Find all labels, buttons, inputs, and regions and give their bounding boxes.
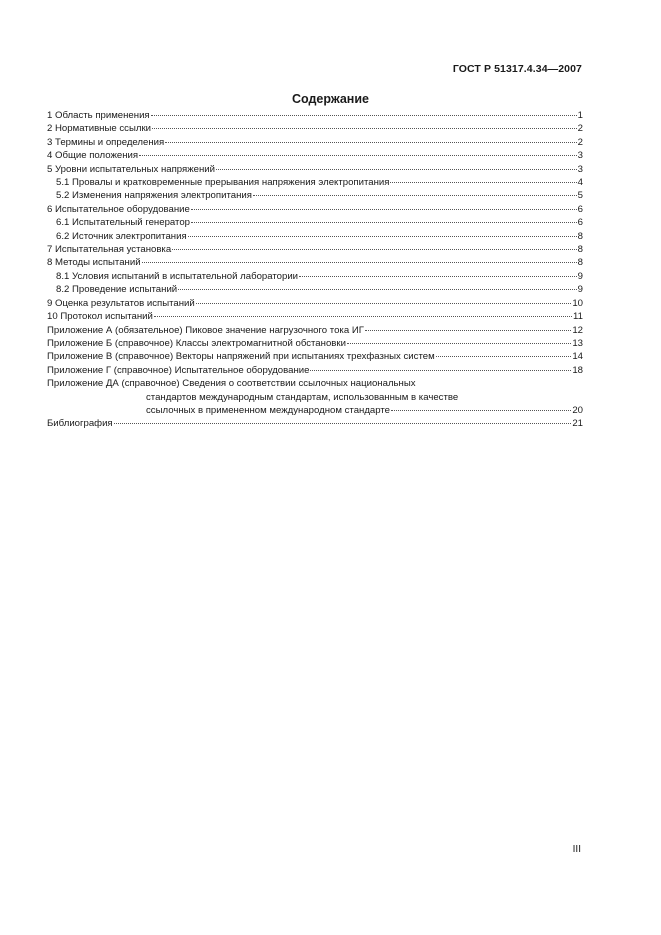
dot-leader [142, 262, 577, 263]
toc-entry-last-line [47, 404, 583, 417]
toc-entry-page: 8 [577, 257, 583, 269]
dot-leader [191, 209, 577, 210]
toc-entry[interactable] [47, 149, 583, 162]
toc-entry-label: Приложение Б (справочное) Классы электромагнитной обстановки [47, 337, 346, 349]
dot-leader [152, 128, 577, 129]
toc-entry-label: 9 Оценка результатов испытаний [47, 297, 195, 309]
dot-leader [196, 303, 572, 304]
toc-subentry[interactable] [47, 176, 583, 189]
toc-entry[interactable] [47, 364, 583, 377]
toc-subentry[interactable] [47, 283, 583, 296]
toc-entry-label-line: стандартов международным стандартам, использованным в качестве [146, 391, 459, 403]
toc-entry-page: 3 [577, 163, 583, 175]
dot-leader [154, 316, 572, 317]
toc-entry-page: 5 [577, 190, 583, 202]
toc-entry-page: 9 [577, 270, 583, 282]
dot-leader [347, 343, 571, 344]
toc-entry-label: 8.1 Условия испытаний в испытательной лаборатории [56, 270, 299, 282]
dot-leader [299, 276, 577, 277]
toc-entry-page: 13 [572, 337, 583, 349]
toc-title: Содержание [291, 92, 369, 106]
toc-entry-label-line: Приложение ДА (справочное) Сведения о соответствии ссылочных национальных [47, 378, 416, 390]
toc-entry-label: Приложение Г (справочное) Испытательное оборудование [47, 364, 310, 376]
toc-entry[interactable] [47, 203, 583, 216]
toc-entry-page: 10 [572, 297, 583, 309]
toc-entry-page: 9 [577, 284, 583, 296]
toc-entry-page: 8 [577, 244, 583, 256]
dot-leader [165, 142, 576, 143]
table-of-contents [47, 109, 583, 431]
dot-leader [391, 410, 571, 411]
toc-entry-page: 21 [572, 418, 583, 430]
toc-entry[interactable] [47, 122, 583, 135]
toc-entry-label: 5.2 Изменения напряжения электропитания [56, 190, 252, 202]
toc-entry-label: 1 Область применения [47, 110, 150, 121]
toc-entry-label: 8 Методы испытаний [47, 257, 141, 269]
toc-subentry[interactable] [47, 270, 583, 283]
toc-entry-label: 5.1 Провалы и кратковременные прерывания напряжения электропитания [56, 177, 390, 189]
toc-entry[interactable] [47, 136, 583, 149]
toc-entry-bibliography[interactable] [47, 417, 583, 430]
toc-entry-label: 7 Испытательная установка [47, 244, 172, 256]
toc-entry-page: 6 [577, 203, 583, 215]
toc-entry-page: 12 [572, 324, 583, 336]
toc-subentry[interactable] [47, 189, 583, 202]
toc-entry[interactable] [47, 324, 583, 337]
dot-leader [390, 182, 576, 183]
toc-entry-page: 14 [572, 351, 583, 363]
dot-leader [191, 222, 577, 223]
toc-subentry[interactable] [47, 216, 583, 229]
toc-entry-label: 6 Испытательное оборудование [47, 203, 190, 215]
toc-entry-page: 3 [577, 150, 583, 162]
dot-leader [365, 330, 571, 331]
dot-leader [188, 236, 577, 237]
toc-entry-page: 1 [577, 110, 583, 121]
toc-entry[interactable] [47, 310, 583, 323]
toc-entry-page: 2 [577, 136, 583, 148]
toc-entry-label: 10 Протокол испытаний [47, 311, 153, 323]
dot-leader [172, 249, 576, 250]
toc-entry-page: 4 [577, 177, 583, 189]
toc-entry[interactable] [47, 350, 583, 363]
toc-entry-appendix-da[interactable] [47, 377, 583, 417]
dot-leader [310, 370, 571, 371]
dot-leader [253, 195, 577, 196]
toc-entry-label: 2 Нормативные ссылки [47, 123, 152, 135]
toc-entry-label: 6.2 Источник электропитания [56, 230, 187, 242]
dot-leader [178, 289, 576, 290]
toc-entry-page: 2 [577, 123, 583, 135]
toc-entry[interactable] [47, 243, 583, 256]
document-code: ГОСТ Р 51317.4.34—2007 [452, 63, 582, 75]
dot-leader [216, 169, 577, 170]
toc-entry-label: Библиография [47, 418, 113, 430]
toc-entry-label: 4 Общие положения [47, 150, 139, 162]
toc-entry-label: Приложение А (обязательное) Пиковое значение нагрузочного тока ИГ [47, 324, 364, 336]
dot-leader [114, 423, 572, 424]
toc-entry-label: 5 Уровни испытательных напряжений [47, 163, 215, 175]
toc-entry-page: 11 [573, 311, 583, 323]
toc-entry-label: Приложение В (справочное) Векторы напряжений при испытаниях трехфазных систем [47, 351, 435, 363]
toc-entry-label-line: ссылочных в примененном международном стандарте [146, 404, 391, 416]
page-number: III [572, 844, 581, 855]
toc-entry[interactable] [47, 109, 583, 122]
toc-entry-label: 6.1 Испытательный генератор [56, 217, 190, 229]
toc-entry[interactable] [47, 337, 583, 350]
toc-entry-page: 20 [572, 404, 583, 416]
toc-entry-label: 3 Термины и определения [47, 136, 165, 148]
dot-leader [151, 115, 577, 116]
toc-entry-page: 6 [577, 217, 583, 229]
toc-subentry[interactable] [47, 230, 583, 243]
toc-entry[interactable] [47, 297, 583, 310]
dot-leader [436, 356, 572, 357]
toc-entry[interactable] [47, 163, 583, 176]
toc-entry-label: 8.2 Проведение испытаний [56, 284, 178, 296]
toc-entry-page: 18 [572, 364, 583, 376]
toc-entry-page: 8 [577, 230, 583, 242]
dot-leader [139, 155, 577, 156]
toc-entry[interactable] [47, 256, 583, 269]
